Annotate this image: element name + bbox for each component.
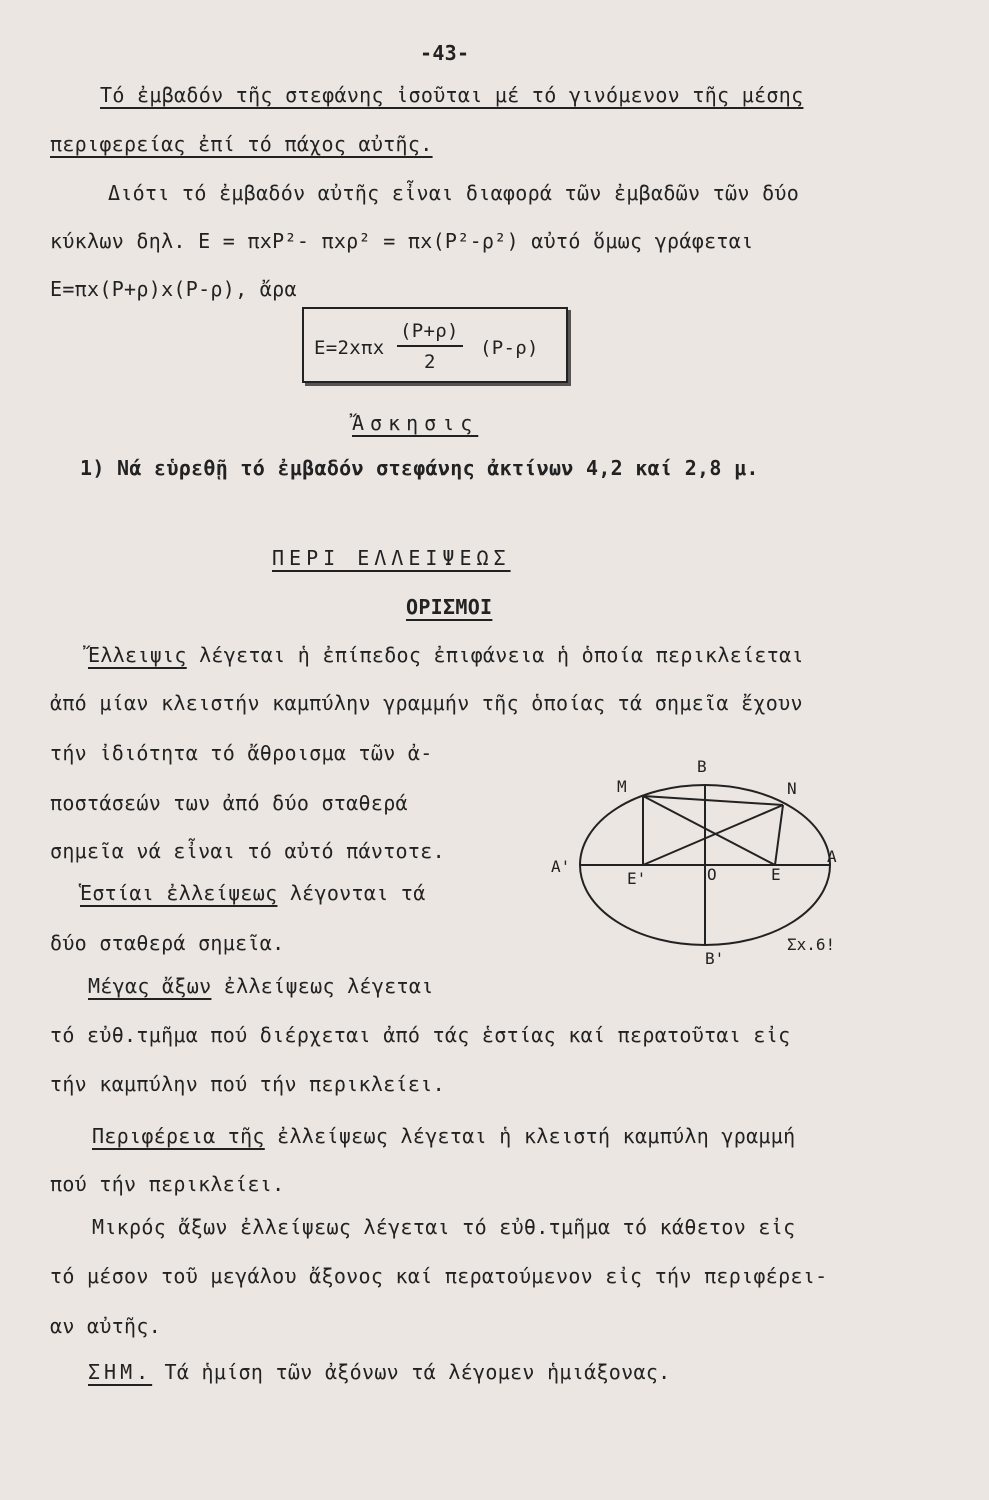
exercise-heading: Ἄσκησις <box>352 411 479 435</box>
definition-ellipse-line-2: ἀπό μίαν κλειστήν καμπύλην γραμμήν τῆς ὁποίας τά σημεῖα ἔχουν <box>50 691 803 715</box>
exercise-item-1: 1) Νά εὑρεθῇ τό ἐμβαδόν στεφάνης ἀκτίνων 4,2 καί 2,8 μ. <box>80 456 759 480</box>
segment-m-n <box>643 796 783 805</box>
perimeter-text-1: ἐλλείψεως λέγεται ἡ κλειστή καμπύλη γραμμή <box>277 1124 796 1148</box>
major-axis-text-1: ἐλλείψεως λέγεται <box>223 974 434 998</box>
section-subtitle: ΟΡΙΣΜΟΙ <box>406 595 493 619</box>
definition-major-line-3: τήν καμπύλην πού τήν περικλείει. <box>50 1072 445 1096</box>
label-a-prime: A' <box>551 857 571 876</box>
note-text: Τά ἡμίση τῶν ἀξόνων τά λέγομεν ἡμιάξονας. <box>164 1360 671 1384</box>
theorem-line-2: περιφερείας ἐπί τό πάχος αὐτῆς. <box>50 132 433 156</box>
proof-line-3: Ε=πx(P+ρ)x(P-ρ), ἄρα <box>50 277 297 301</box>
definition-major-line-1 <box>88 973 434 999</box>
definition-minor-line-3: αν αὐτῆς. <box>50 1314 162 1338</box>
fraction-bar <box>397 345 463 347</box>
definition-foci-line-1 <box>80 880 426 906</box>
definition-ellipse-line-3: τήν ἰδιότητα τό ἄθροισμα τῶν ἀ- <box>50 741 433 765</box>
label-b: B <box>697 757 707 776</box>
note-line <box>88 1359 671 1385</box>
formula-numerator: (P+ρ) <box>400 320 459 342</box>
theorem-line-1: Τό ἐμβαδόν τῆς στεφάνης ἰσοῦται μέ τό γινόμενον τῆς μέσης <box>100 83 804 107</box>
definition-ellipse-line-4: ποστάσεών των ἀπό δύο σταθερά <box>50 791 408 815</box>
segment-e-prime-n <box>643 805 783 865</box>
ellipse-text-1: λέγεται ἡ ἐπίπεδος ἐπιφάνεια ἡ ὁποία περικλείεται <box>199 643 804 667</box>
definition-ellipse-line-1 <box>88 642 804 668</box>
label-e-prime: E' <box>627 869 647 888</box>
segment-n-e <box>775 805 783 865</box>
major-axis-term: Μέγας ἄξων <box>88 974 212 998</box>
ellipse-figure <box>545 750 845 970</box>
definition-minor-line-1: Μικρός ἄξων ἐλλείψεως λέγεται τό εὐθ.τμῆμα τό κάθετον εἰς <box>92 1215 796 1239</box>
definition-ellipse-line-5: σημεῖα νά εἶναι τό αὐτό πάντοτε. <box>50 839 445 863</box>
foci-term: Ἑστίαι ἐλλείψεως <box>80 881 278 905</box>
page-number: -43- <box>420 41 470 65</box>
proof-line-1: Διότι τό ἐμβαδόν αὐτῆς εἶναι διαφορά τῶν ἐμβαδῶν τῶν δύο <box>108 181 800 205</box>
note-term: ΣΗΜ. <box>88 1360 153 1384</box>
label-e: E <box>771 865 781 884</box>
definition-perimeter-line-2: πού τήν περικλείει. <box>50 1172 285 1196</box>
label-n: N <box>787 779 797 798</box>
formula-right: (P-ρ) <box>480 337 539 359</box>
perimeter-term: Περιφέρεια τῆς <box>92 1124 265 1148</box>
formula-denominator: 2 <box>424 351 436 373</box>
ellipse-term: Ἔλλειψις <box>88 643 187 667</box>
foci-text-1: λέγονται τά <box>289 881 426 905</box>
label-m: M <box>617 777 627 796</box>
figure-caption: Σx.6! <box>787 935 836 954</box>
proof-line-2: κύκλων δηλ. Ε = πxP²- πxρ² = πx(P²-ρ²) αὐτό ὅμως γράφεται <box>50 229 754 253</box>
segment-m-e <box>643 796 775 865</box>
section-title: ΠΕΡΙ ΕΛΛΕΙΨΕΩΣ <box>272 546 511 570</box>
label-o: O <box>707 865 717 884</box>
label-b-prime: B' <box>705 949 725 968</box>
definition-minor-line-2: τό μέσον τοῦ μεγάλου ἄξονος καί περατούμενον εἰς τήν περιφέρει- <box>50 1264 828 1288</box>
definition-foci-line-2: δύο σταθερά σημεῖα. <box>50 931 285 955</box>
label-a: A <box>827 847 837 866</box>
definition-perimeter-line-1 <box>92 1123 795 1149</box>
formula-left: Ε=2xπx <box>314 337 385 359</box>
definition-major-line-2: τό εὐθ.τμῆμα πού διέρχεται ἀπό τάς ἑστίας καί περατοῦται εἰς <box>50 1023 791 1047</box>
boxed-formula <box>302 307 568 383</box>
